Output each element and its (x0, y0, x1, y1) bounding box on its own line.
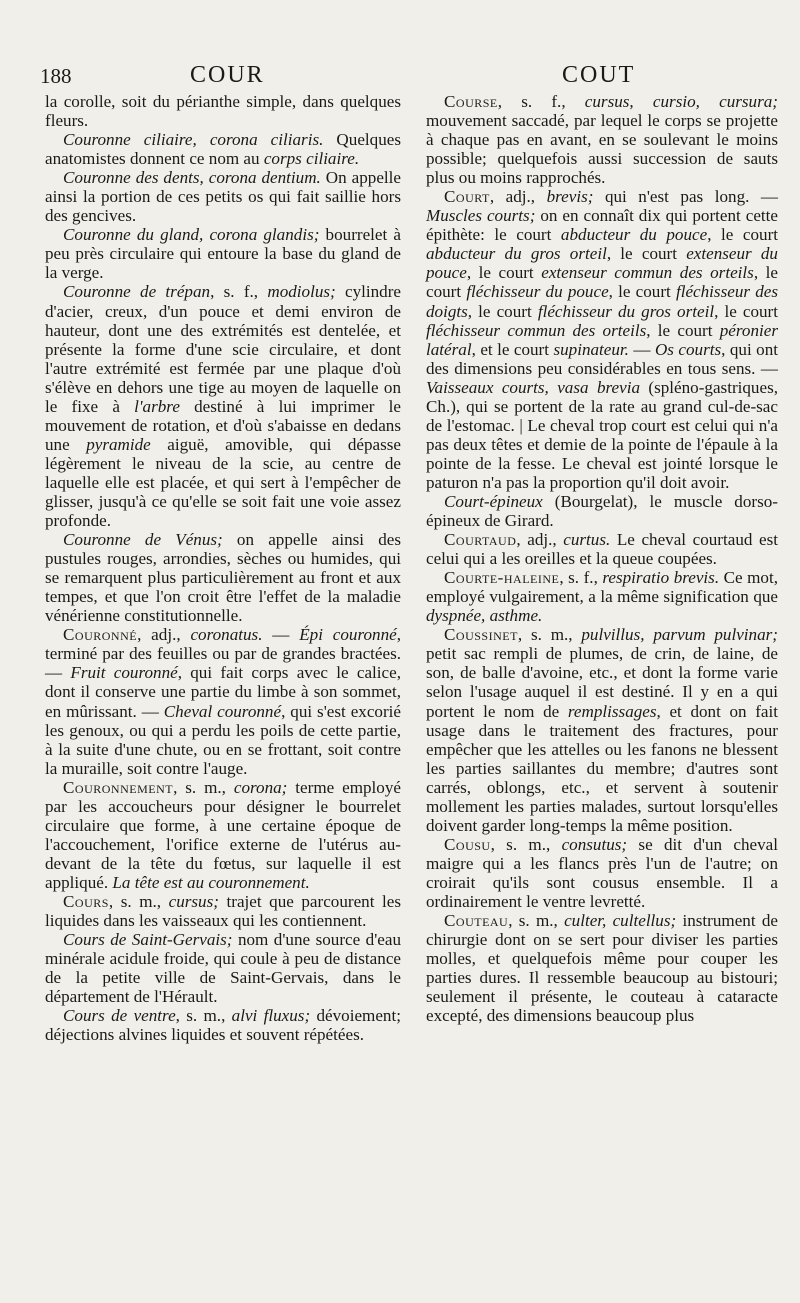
italic-text: respiratio brevis. (602, 568, 720, 588)
headword: Courtaud (444, 530, 517, 550)
italic-text: fléchisseur du gros orteil (537, 301, 715, 321)
entry-text: , s. f., (210, 282, 268, 302)
italic-text: modiolus; (267, 282, 336, 302)
entry-text: , qui fait corps avec le calice, dont il conserve une partie du limbe à son sommet, en mûrissant. — (45, 663, 402, 721)
headword: Courte-haleine (444, 568, 560, 588)
italic-text: brevis; (546, 187, 594, 207)
italic-text: abducteur du pouce (560, 225, 708, 245)
entry-text: cylindre d'acier, creux, d'un pouce et demi environ de hauteur, dont une des extrémités est dentelée, et présente la forme d'une scie circulaire, et dont l'autre extrémité est fermée par une plaque d'où s'élève en dehors une tige au moyen de laquelle on le fixe à (45, 282, 402, 416)
italic-text: fléchisseur des doigts (426, 282, 778, 321)
dictionary-entry (45, 92, 401, 130)
italic-text: Fruit couronné (70, 663, 178, 683)
headword: Court (444, 187, 490, 207)
italic-text: supinateur. (553, 339, 629, 359)
dictionary-entry (426, 911, 778, 1025)
left-column (45, 92, 401, 1044)
dictionary-entry (426, 835, 778, 911)
dictionary-entry (426, 92, 778, 187)
dictionary-entry (426, 568, 778, 625)
entry-text: dévoiement; déjections alvines liquides et souvent répétées. (45, 1006, 401, 1045)
headword: Course (444, 92, 498, 111)
entry-text: , adj., (489, 187, 547, 207)
headword: Couronné (63, 625, 138, 645)
entry-text: , s. m., (173, 777, 234, 797)
entry-text: , et dont on fait usage dans le traitement des fractures, pour empêcher que les attelles ou les fanons ne blessent les parties saillantes du membre; d'autres sont carrés, oblongs, etc., et servent à soutenir mollement les parties malades, surtout lorsqu'elles doivent garder long-temps la même position. (426, 701, 779, 835)
entry-text: , terminé par des feuilles ou par de grandes bractées. — (45, 625, 402, 683)
entry-text: aiguë, amovible, qui dépasse légèrement le niveau de la scie, au centre de laquelle elle est placée, et qui sert à l'empêcher de glisser, jusqu'à ce qu'elle se soit fait une voie assez profonde. (45, 434, 401, 531)
italic-text: La tête est au couronnement. (112, 872, 310, 892)
entry-text: , le court (608, 282, 676, 302)
entry-text: mouvement saccadé, par lequel le corps se projette à chaque pas en avant, en se soulevant le moins possible; quelquefois aussi succession de sauts plus ou moins rapprochés. (426, 111, 778, 188)
entry-text: destiné à lui imprimer le mouvement de rotation, et d'où s'abaisse en dedans une (45, 396, 401, 454)
entry-text: Quelques anatomistes donnent ce nom au (45, 130, 401, 169)
dictionary-entry (45, 168, 401, 225)
entry-text: , s. m., (517, 625, 582, 645)
dictionary-entry (45, 1006, 401, 1044)
dictionary-entry (45, 930, 401, 1006)
italic-text: Épi couronné (299, 625, 397, 645)
italic-text: curtus. (563, 530, 611, 550)
italic-text: Cours de Saint-Gervais; (63, 930, 233, 950)
headword: Cours (63, 891, 109, 911)
italic-text: Couronne de Vénus; (63, 530, 223, 550)
dictionary-entry (45, 225, 401, 282)
dictionary-entry (45, 778, 401, 892)
italic-text: alvi fluxus; (231, 1006, 311, 1026)
entry-text: , adj., (137, 625, 191, 645)
entry-text: — (628, 339, 655, 359)
dictionary-entry (426, 492, 778, 530)
italic-text: pyramide (86, 434, 151, 454)
running-head-right: COUT (562, 62, 636, 88)
italic-text: fléchisseur du pouce (466, 282, 609, 302)
dictionary-entry (426, 530, 778, 568)
headword: Cousu (444, 834, 491, 854)
entry-text: on en connaît dix qui portent cette épithète: le court (426, 206, 778, 245)
italic-text: Couronne du gland, corona glandis; (63, 225, 320, 245)
entry-text: , le court (714, 301, 779, 321)
page-header (40, 62, 778, 94)
running-head-left: COUR (190, 62, 265, 88)
italic-text: remplissages (567, 701, 657, 721)
entry-text: , s. f., (497, 92, 585, 111)
entry-text: (Bourgelat), le muscle dorso-épineux de Girard. (426, 491, 778, 531)
entry-text: terme employé par les accoucheurs pour désigner le bourrelet circulaire que forme, à une certaine époque de l'accouchement, l'orifice externe de l'utérus au-devant de la tête du fœtus, sur laquelle il est appliqué. (45, 777, 401, 892)
dictionary-entry (45, 130, 401, 168)
entry-text: — (262, 625, 300, 645)
entry-text: nom d'une source d'eau minérale acidule froide, qui coule à peu de distance de la petite ville de Saint-Gervais, dans le département de l'Hérault. (45, 930, 401, 1007)
italic-text: cursus, cursio, cursura; (584, 92, 778, 111)
entry-text: , qui s'est excorié les genoux, ou qui a perdu les poils de cette partie, à la suite d'une chute, ou en se frottant, soit contre la muraille, soit contre l'auge. (45, 701, 401, 778)
italic-text: Couronne ciliaire, corona ciliaris. (63, 130, 324, 150)
italic-text: extenseur du pouce (426, 244, 778, 283)
page-number: 188 (40, 64, 72, 88)
italic-text: Couronne de trépan (63, 282, 211, 302)
italic-text: Couronne des dents, corona dentium. (63, 168, 321, 188)
italic-text: extenseur commun des orteils (541, 263, 754, 283)
italic-text: abducteur du gros orteil (426, 244, 607, 264)
italic-text: Court-épineux (444, 491, 543, 511)
entry-text: la corolle, soit du périanthe simple, dans quelques fleurs. (45, 92, 401, 131)
italic-text: péronier latéral (426, 320, 778, 359)
dictionary-entry (45, 282, 401, 530)
entry-text: bourrelet à peu près circulaire qui entoure la base du gland de la verge. (45, 225, 401, 283)
italic-text: coronatus. (190, 625, 263, 645)
entry-text: , s. m., (508, 911, 565, 931)
entry-text: On appelle ainsi la portion de ces petits os qui fait saillie hors des gencives. (45, 168, 401, 226)
italic-text: dyspnée, asthme. (426, 606, 543, 626)
italic-text: l'arbre (134, 396, 180, 416)
entry-text: , le court (467, 301, 538, 321)
entry-text: , adj., (516, 530, 564, 550)
italic-text: fléchisseur commun des orteils (426, 320, 647, 340)
entry-text: Le cheval courtaud est celui qui a les oreilles et la queue coupées. (426, 530, 778, 569)
entry-text: , le court (466, 263, 542, 283)
entry-text: instrument de chirurgie dont on se sert pour diviser les parties molles, et quelquefois même pour couper les parties dures. Il ressemble beaucoup au bistouri; seulement il présente, le couteau à cataracte excepté, des dimensions beaucoup plus (426, 911, 778, 1026)
italic-text: corps ciliaire. (263, 149, 360, 169)
italic-text: Os courts (654, 339, 722, 359)
headword: Coussinet (444, 625, 518, 645)
dictionary-entry (45, 530, 401, 625)
italic-text: culter, cultellus; (564, 911, 677, 931)
right-column (426, 92, 778, 1025)
entry-text: , s. m., (175, 1006, 232, 1026)
entry-text: , le court (606, 244, 687, 264)
entry-text: Ce mot, employé vulgairement, a la même signification que (426, 568, 779, 607)
entry-text: on appelle ainsi des pustules rouges, arrondies, sèches ou humides, qui se remarquent plus particulièrement au front et aux tempes, et que l'on croit être l'effet de la maladie vénérienne constitutionnelle. (45, 530, 401, 626)
entry-text: qui n'est pas long. — (593, 187, 778, 207)
italic-text: Cheval couronné (163, 701, 282, 721)
entry-text: , s. f., (559, 568, 603, 588)
entry-text: , le court (707, 225, 779, 245)
italic-text: consutus; (561, 834, 628, 854)
italic-text: Muscles courts; (426, 206, 536, 226)
italic-text: Vaisseaux courts, vasa brevia (426, 377, 640, 397)
entry-text: , s. m., (108, 891, 169, 911)
entry-text: , qui ont des dimensions peu considérables en tous sens. — (426, 339, 778, 378)
dictionary-entry (45, 892, 401, 930)
italic-text: corona; (233, 777, 288, 797)
dictionary-entry (426, 187, 778, 492)
entry-text: se dit d'un cheval maigre qui a les flancs près l'un de l'autre; on croirait qu'ils sont cousus ensemble. Il a ordinairement le ventre levretté. (426, 834, 778, 911)
italic-text: pulvillus, parvum pulvinar; (581, 625, 778, 645)
entry-text: (spléno-gastriques, Ch.), qui se portent de la rate au grand cul-de-sac de l'estomac. | Le cheval trop court est celui qui n'a pas deux têtes et demie de la pointe de l'épaule à la pointe de la fesse. Le cheval est jointé lorsque le paturon n'a pas la proportion qu'il doit avoir. (426, 377, 778, 492)
dictionary-entry (45, 625, 401, 777)
entry-text: trajet que parcourent les liquides dans les vaisseaux qui les contiennent. (45, 891, 401, 931)
entry-text: , s. m., (490, 834, 562, 854)
headword: Couteau (444, 911, 509, 931)
italic-text: cursus; (168, 891, 219, 911)
headword: Couronnement (63, 777, 174, 797)
entry-text: , le court (646, 320, 720, 340)
entry-text: , et le court (471, 339, 554, 359)
entry-text: , le court (426, 263, 778, 302)
italic-text: Cours de ventre (63, 1006, 176, 1026)
dictionary-entry (426, 625, 778, 835)
entry-text: petit sac rempli de plumes, de crin, de laine, de son, de balle d'avoine, etc., et dont la forme varie selon l'usage auquel il est destiné. Il y en a qui portent le nom de (426, 644, 778, 721)
